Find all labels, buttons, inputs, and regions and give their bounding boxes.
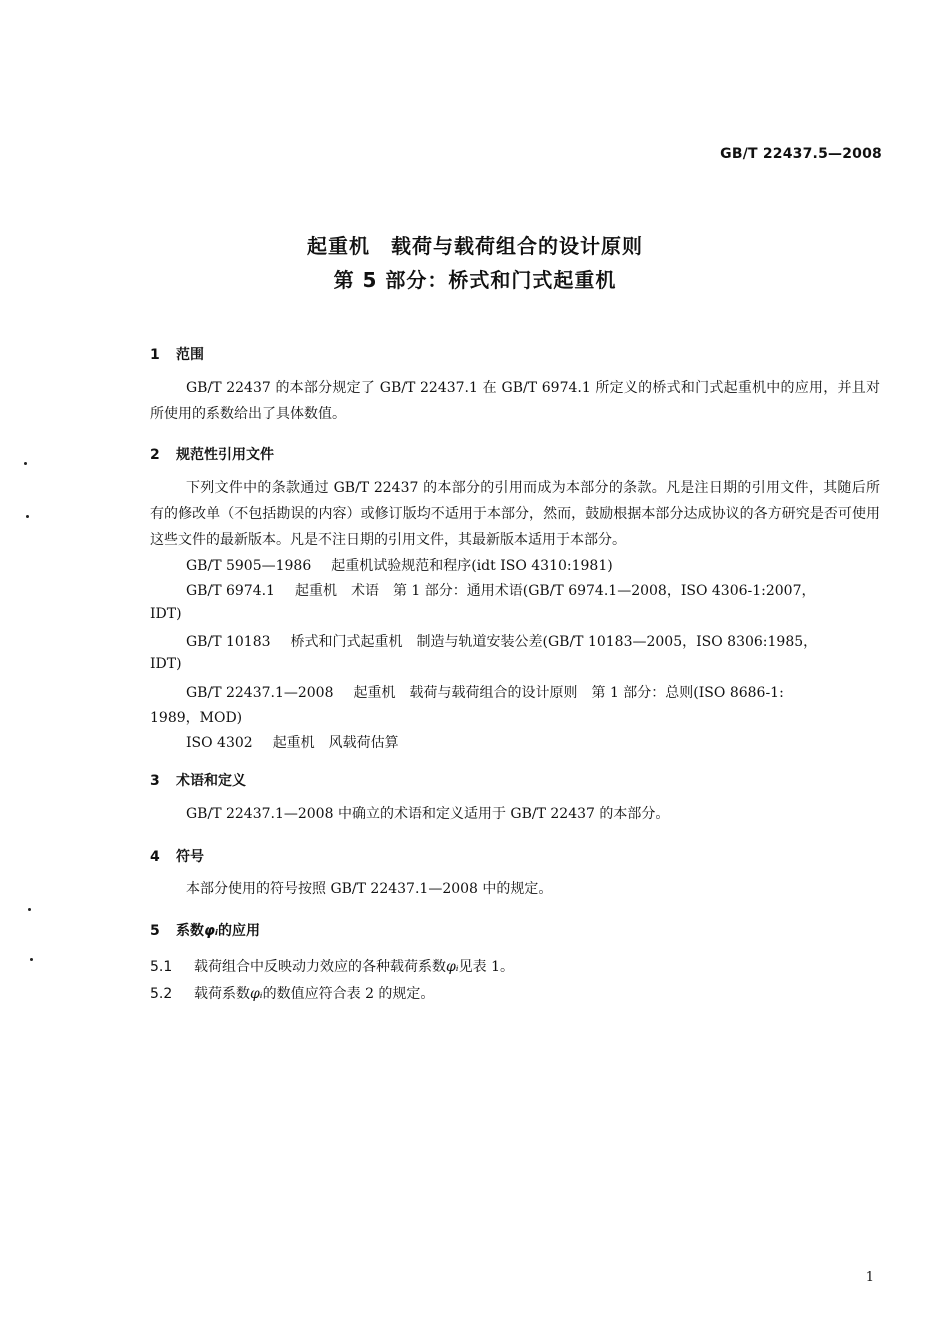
reference-code: GB/T 10183 bbox=[186, 634, 271, 650]
section-number: 4 bbox=[150, 849, 160, 865]
section-heading-terms-and-definitions bbox=[150, 770, 246, 790]
section-number: 3 bbox=[150, 773, 160, 789]
clause-5-2 bbox=[150, 983, 434, 1003]
clause-5-1 bbox=[150, 956, 514, 976]
scan-speck bbox=[24, 462, 27, 465]
section-heading-normative-references bbox=[150, 444, 274, 464]
phi-symbol: φᵢ bbox=[250, 986, 263, 1002]
reference-code: GB/T 22437.1—2008 bbox=[186, 685, 334, 701]
section-number: 1 bbox=[150, 347, 160, 363]
section-title: 符号 bbox=[176, 849, 204, 865]
section-paragraph: 本部分使用的符号按照 GB/T 22437.1—2008 中的规定。 bbox=[186, 881, 553, 897]
scan-speck bbox=[28, 908, 31, 911]
clause-text-pre: 载荷组合中反映动力效应的各种载荷系数 bbox=[194, 959, 446, 975]
section-heading-symbols bbox=[150, 846, 204, 866]
section-title: 范围 bbox=[176, 347, 204, 363]
section-number: 5 bbox=[150, 923, 160, 939]
clause-text-post: 见表 1。 bbox=[458, 959, 514, 975]
section-heading-application-of-factors bbox=[150, 920, 260, 940]
section-title-post: 的应用 bbox=[218, 923, 261, 939]
reference-text: 桥式和门式起重机 制造与轨道安装公差(GB/T 10183—2005，ISO 8306:1985， bbox=[290, 634, 818, 650]
section-paragraph: GB/T 22437.1—2008 中确立的术语和定义适用于 GB/T 22437 的本部分。 bbox=[186, 806, 670, 822]
scan-speck bbox=[30, 958, 33, 961]
section-paragraph: 下列文件中的条款通过 GB/T 22437 的本部分的引用而成为本部分的条款。凡是注日期的引用文件，其随后所有的修改单（不包括勘误的内容）或修订版均不适用于本部分，然而，鼓励根据本部分达成协议的各方研究是否可使用这些文件的最新版本。凡是不注日期的引用文件，其最新版本适用于本部分。 bbox=[150, 480, 880, 548]
reference-item bbox=[186, 732, 399, 752]
clause-number: 5.1 bbox=[150, 959, 173, 975]
reference-code: ISO 4302 bbox=[186, 735, 253, 751]
section-paragraph: GB/T 22437 的本部分规定了 GB/T 22437.1 在 GB/T 6974.1 所定义的桥式和门式起重机中的应用，并且对所使用的系数给出了具体数值。 bbox=[150, 380, 880, 422]
reference-code: GB/T 6974.1 bbox=[186, 583, 275, 599]
section-title: 规范性引用文件 bbox=[176, 447, 274, 463]
reference-continuation: 1989，MOD) bbox=[150, 710, 243, 726]
reference-continuation: IDT) bbox=[150, 606, 182, 622]
clause-number: 5.2 bbox=[150, 986, 173, 1002]
section-heading-scope bbox=[150, 344, 204, 364]
clause-text-pre: 载荷系数 bbox=[194, 986, 250, 1002]
reference-item bbox=[186, 631, 817, 651]
reference-text: 起重机 风载荷估算 bbox=[272, 735, 399, 751]
scan-speck bbox=[26, 515, 29, 518]
reference-continuation: IDT) bbox=[150, 656, 182, 672]
document-title-line-2: 第 5 部分：桥式和门式起重机 bbox=[333, 268, 617, 292]
reference-item bbox=[186, 555, 613, 575]
reference-text: 起重机 载荷与载荷组合的设计原则 第 1 部分：总则(ISO 8686-1: bbox=[353, 685, 784, 701]
page-number: 1 bbox=[865, 1270, 874, 1285]
reference-item bbox=[186, 682, 784, 702]
document-title-line-1: 起重机 载荷与载荷组合的设计原则 bbox=[307, 234, 643, 258]
standard-number: GB/T 22437.5—2008 bbox=[720, 146, 882, 162]
section-number: 2 bbox=[150, 447, 160, 463]
reference-code: GB/T 5905—1986 bbox=[186, 558, 312, 574]
reference-item bbox=[186, 580, 816, 600]
section-title: 术语和定义 bbox=[176, 773, 246, 789]
phi-symbol: φᵢ bbox=[204, 923, 219, 939]
reference-text: 起重机试验规范和程序(idt ISO 4310:1981) bbox=[331, 558, 613, 574]
clause-text-post: 的数值应符合表 2 的规定。 bbox=[262, 986, 435, 1002]
phi-symbol: φᵢ bbox=[446, 959, 459, 975]
section-title-pre: 系数 bbox=[176, 923, 204, 939]
reference-text: 起重机 术语 第 1 部分：通用术语(GB/T 6974.1—2008，ISO 4306-1:2007， bbox=[294, 583, 816, 599]
